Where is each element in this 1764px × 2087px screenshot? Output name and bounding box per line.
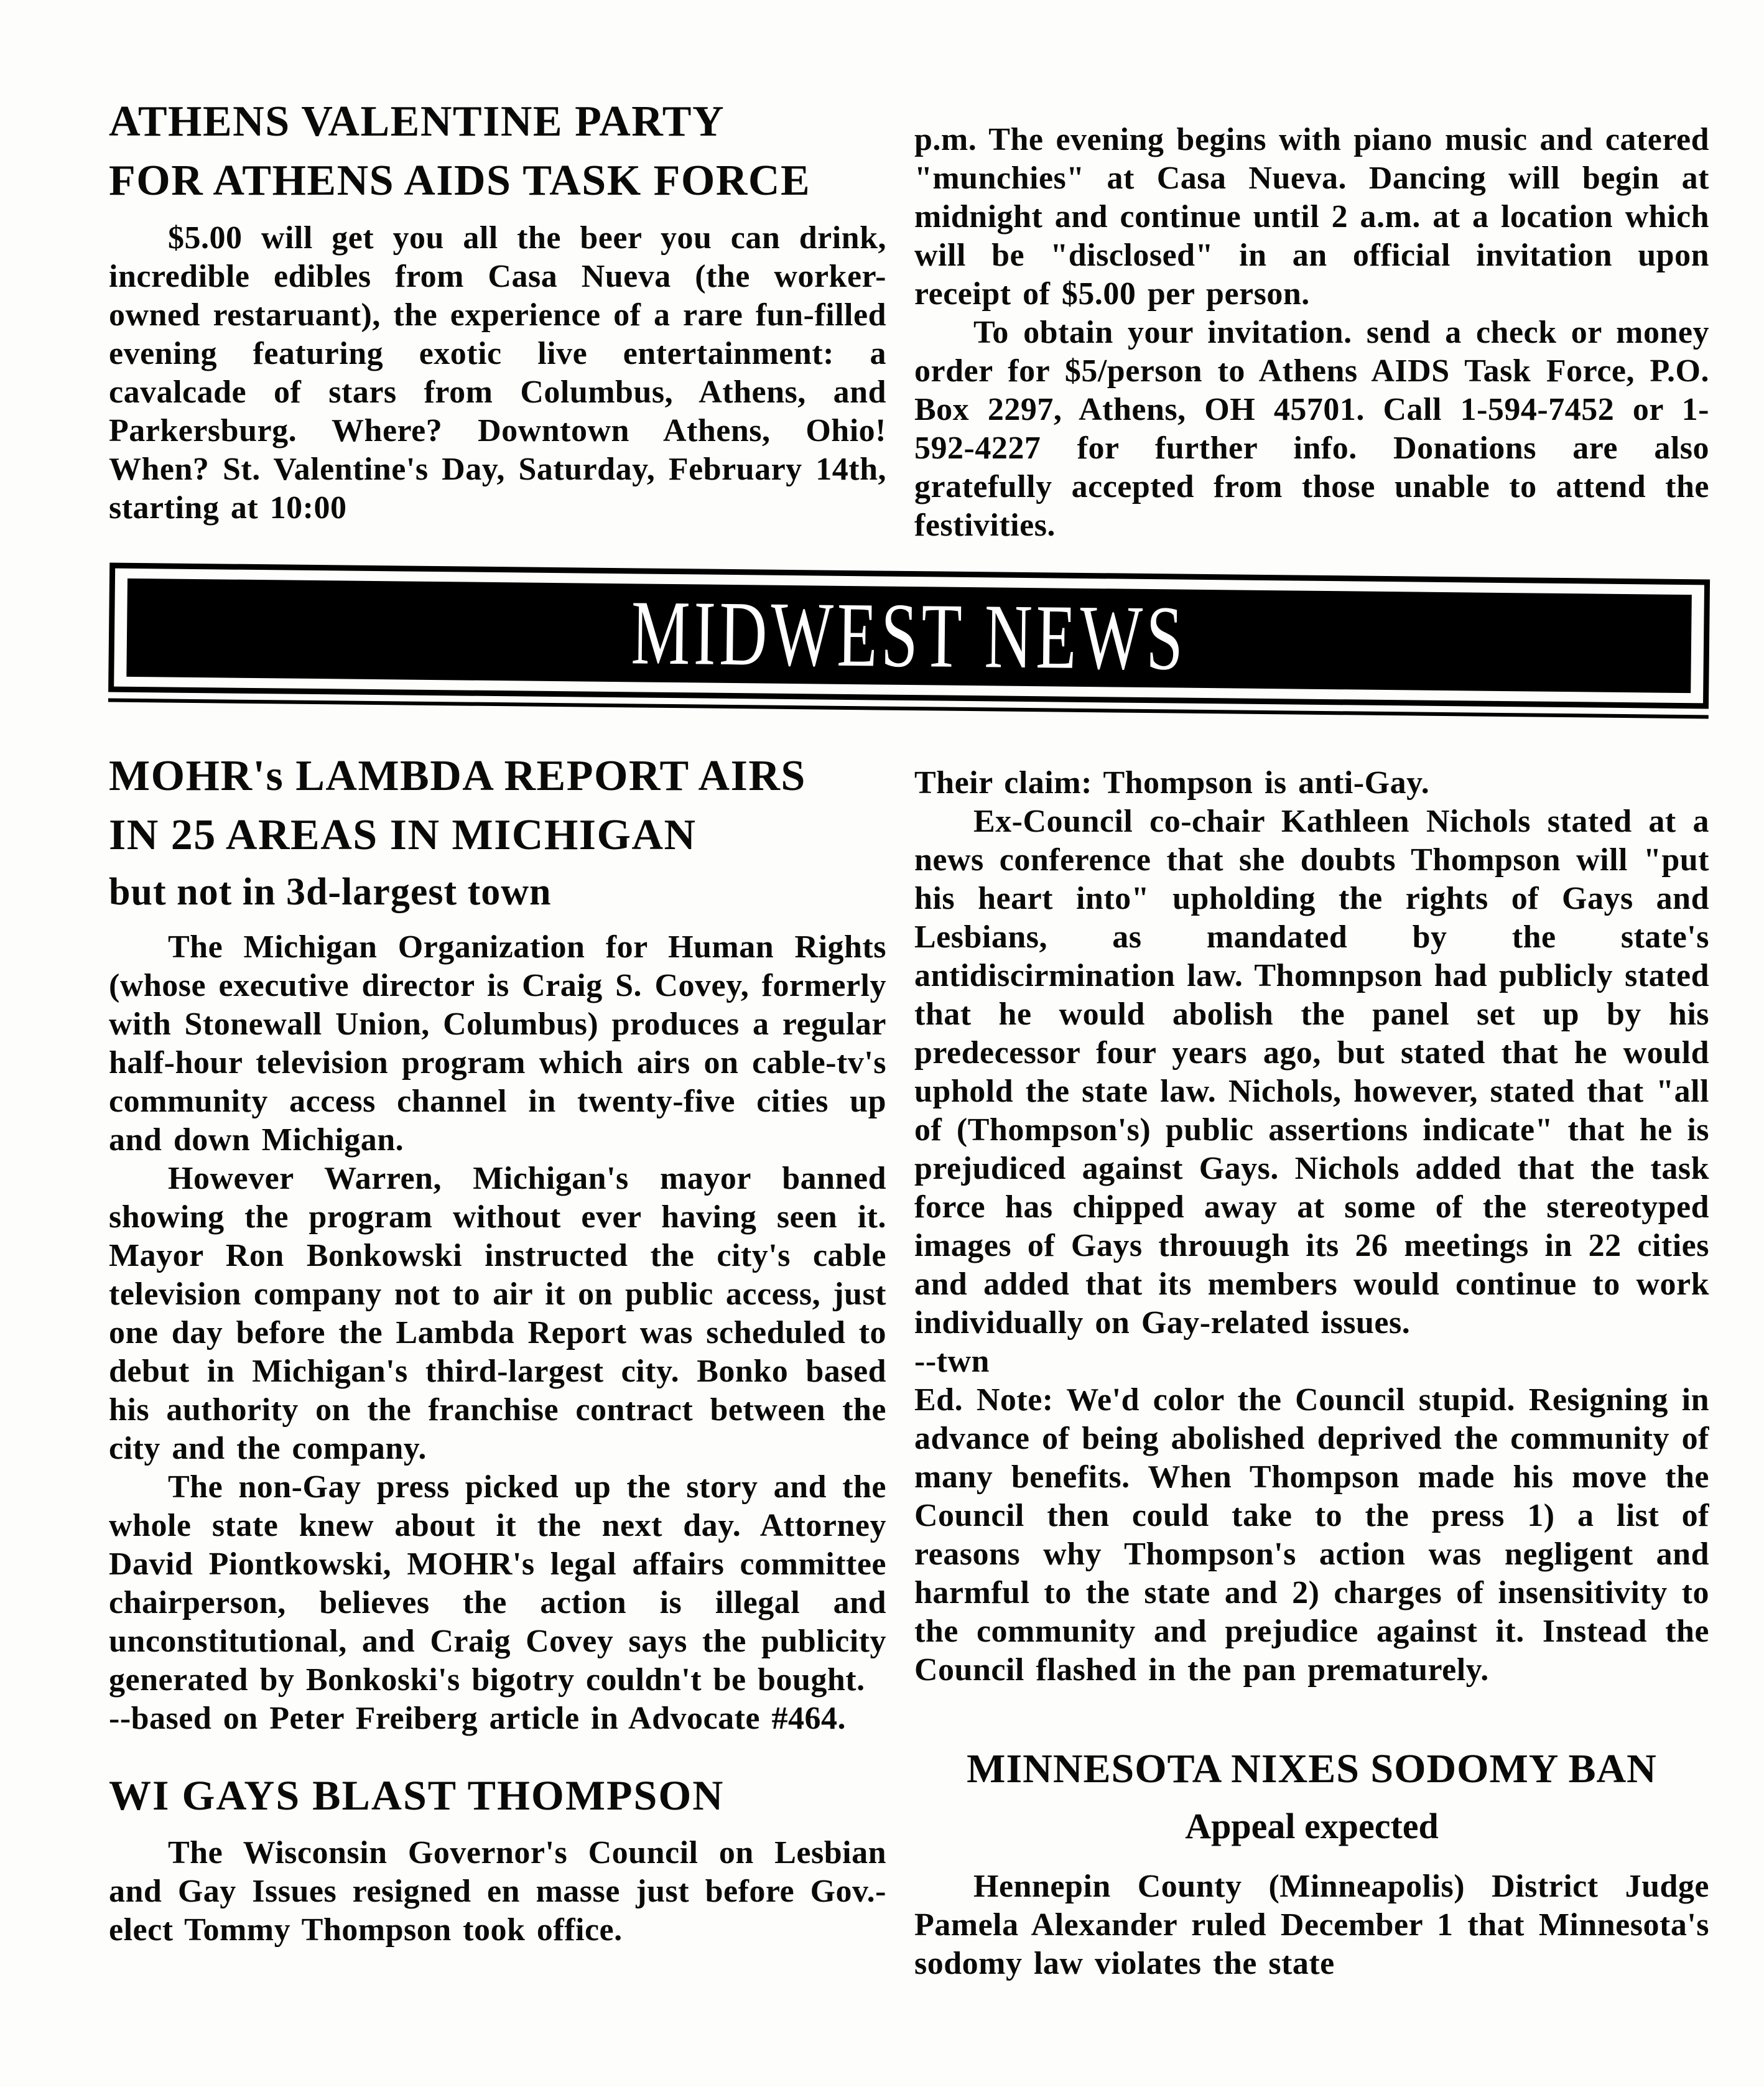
athens-left-column: [109, 92, 886, 528]
mohr-paragraph-1: The Michigan Organization for Human Rights (whose executive director is Craig S. Covey, formerly with Stonewall Union, Columbus) produces a regular half-hour television program which airs on cable-tv's community access channel in twenty-five cities up and down Michigan.: [109, 929, 886, 1158]
banner-field: [126, 579, 1692, 693]
athens-headline-line-1: ATHENS VALENTINE PARTY: [109, 98, 725, 146]
editors-note-paragraph: Ed. Note: We'd color the Council stupid. Resigning in advance of being abolished deprived the community of many benefits. When Thompson made his move the Council then could take to the press 1) a list of reasons why Thompson's action was negligent and harmful to the state and 2) charges of insensitivity to the community and prejudice against it. Instead the Council flashed in the pan prematurely.: [914, 1382, 1709, 1688]
thompson-main-paragraph: Ex-Council co-chair Kathleen Nichols stated at a news conference that she doubts Thompson will "put his heart into" upholding the rights of Gays and Lesbians, as mandated by the state's antidiscirmination law. Thomnpson had publicly stated that he would abolish the panel set up by his predecessor four years ago, but stated that he would uphold the state law. Nichols, however, stated that "all of (Thompson's) public assertions indicate" that he is prejudiced against Gays. Nichols added that the task force has chipped away at some of the stereotyped images of Gays throuugh its 26 meetings in 22 cities and added that its members would continue to work individually on Gay-related issues.: [914, 804, 1709, 1341]
banner-frame: [108, 563, 1710, 709]
athens-paragraph-1: $5.00 will get you all the beer you can drink, incredible edibles from Casa Nueva (the worker-owned restaruant), the experience of a rare fun-filled evening featuring exotic live entertainment: a cavalcade of stars from Columbus, Athens, and Parkersburg. Where? Downtown Athens, Ohio! When? St. Valentine's Day, Saturday, February 14th, starting at 10:00: [109, 220, 886, 526]
mohr-headline-line-1: MOHR's LAMBDA REPORT AIRS: [109, 752, 806, 800]
mohr-headline-line-3: but not in 3d-largest town: [109, 871, 552, 913]
mohr-paragraph-3: The non-Gay press picked up the story and the whole state knew about it the next day. Attorney David Piontkowski, MOHR's legal affairs committee chairperson, believes the action is illegal and unconstitutional, and Craig Covey says the publicity generated by Bonkoski's bigotry couldn't be bought.: [109, 1469, 886, 1698]
athens-continuation-paragraph: p.m. The evening begins with piano music and catered "munchies" at Casa Nueva. Dancing will begin at midnight and continue until 2 a.m. at a location which will be "disclosed" in an official invitation upon receipt of $5.00 per person.: [914, 122, 1709, 312]
athens-right-column: [914, 121, 1709, 545]
minnesota-headline: MINNESOTA NIXES SODOMY BAN: [967, 1746, 1657, 1792]
mohr-attribution: --based on Peter Freiberg article in Advocate #464.: [109, 1701, 846, 1736]
thompson-signature: --twn: [914, 1344, 990, 1379]
minnesota-paragraph: Hennepin County (Minneapolis) District Judge Pamela Alexander ruled December 1 that Minnesota's sodomy law violates the state: [914, 1869, 1709, 1981]
minnesota-subheadline: Appeal expected: [1185, 1806, 1439, 1846]
midwest-news-banner: [108, 563, 1710, 719]
athens-headline-line-2: FOR ATHENS AIDS TASK FORCE: [109, 157, 811, 205]
thompson-column: [914, 764, 1709, 1983]
midwest-news-section: [109, 746, 1709, 1983]
mohr-headline: [109, 746, 886, 919]
banner-label: MIDWEST NEWS: [631, 582, 1187, 690]
wi-headline: WI GAYS BLAST THOMPSON: [109, 1772, 725, 1819]
mohr-headline-line-2: IN 25 AREAS IN MICHIGAN: [109, 811, 697, 859]
athens-invitation-paragraph: To obtain your invitation. send a check or money order for $5/person to Athens AIDS Task Force, P.O. Box 2297, Athens, OH 45701. Call 1-594-7452 or 1-592-4227 for further info. Donations are also gratefully accepted from those unable to attend the festivities.: [914, 315, 1709, 543]
wi-paragraph: The Wisconsin Governor's Council on Lesbian and Gay Issues resigned en masse just before Gov.-elect Tommy Thompson took office.: [109, 1835, 886, 1948]
athens-article-section: [109, 92, 1709, 545]
athens-headline: [109, 92, 886, 210]
thompson-claim-paragraph: Their claim: Thompson is anti-Gay.: [914, 765, 1430, 801]
mohr-paragraph-2: However Warren, Michigan's mayor banned showing the program without ever having seen it. Mayor Ron Bonkowski instructed the city's cable television company not to air it on public access, just one day before the Lambda Report was scheduled to debut in Michigan's third-largest city. Bonko based his authority on the franchise contract between the city and the company.: [109, 1161, 886, 1466]
mohr-article: [109, 746, 886, 1950]
